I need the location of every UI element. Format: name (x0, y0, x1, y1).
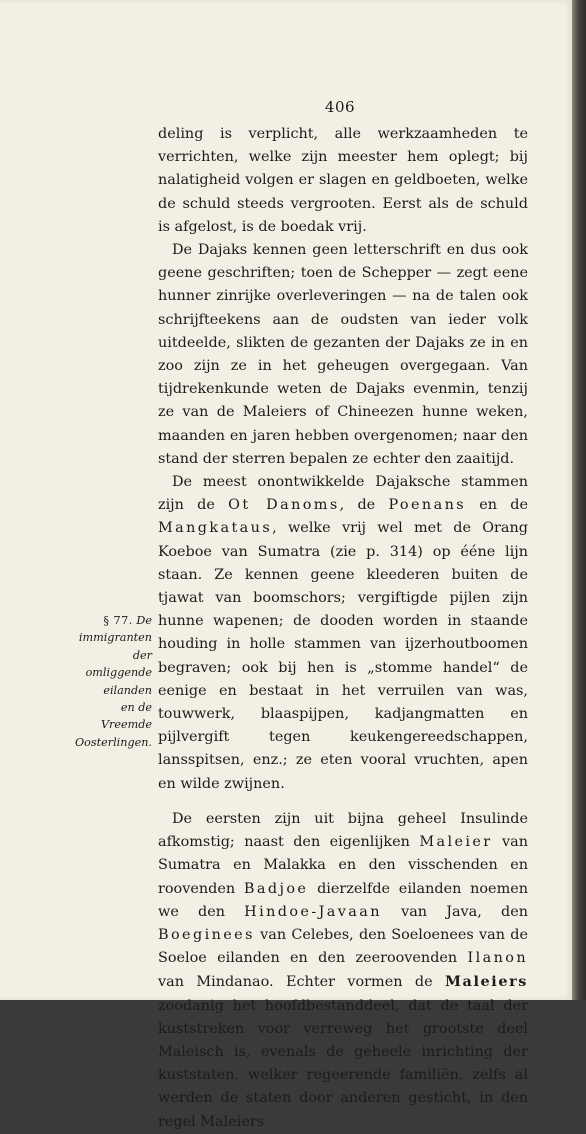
people-name: Maleier (419, 834, 493, 851)
margin-note-line: omliggende (85, 666, 152, 680)
text-run: van Java, den (401, 903, 528, 920)
section-number: § 77. (103, 614, 133, 627)
margin-note-line (66, 612, 152, 629)
margin-note-line: der (132, 648, 152, 662)
text-run: en de (479, 497, 529, 514)
text-run: , de (339, 497, 376, 514)
margin-note-line: Oosterlingen. (74, 735, 152, 749)
paragraph-4 (158, 808, 528, 1134)
margin-note-line: Vreemde (100, 718, 152, 732)
paragraph-3 (158, 471, 528, 796)
tribe-name: Ot Danoms (228, 497, 340, 514)
tribe-name: Poenans (388, 497, 467, 514)
margin-note-line: en de (120, 701, 152, 715)
page-number: 406 (324, 98, 356, 116)
margin-note-line: eilanden (103, 683, 152, 697)
text-run: van Sumatra en Malakka en den visschenden en roovenden (158, 834, 529, 897)
paragraph-2: De Dajaks kennen geen letterschrift en dus ook geene geschriften; toen de Schepper — zegt eene hunner zinrijke overleveringen — na de talen ook schrijfteekens aan de oudsten van ieder volk uitdeelde, slikten de gezanten der Dajaks ze in en zoo zijn ze in het geheugen overgegaan. Van tijdrekenkunde weten de Dajaks evenmin, tenzij ze van de Maleiers of Chineezen hunne weken, maanden en jaren hebben overgenomen; naar den stand der sterren bepalen ze echter den zaaitijd. (158, 242, 528, 467)
text-run: , welke vrij wel met de Orang Koeboe van Sumatra (zie p. 314) op ééne lijn staan. Ze kennen geene kleederen buiten de tjawat van boomschors; vergiftigde pijlen zijn hunne wapenen; de dooden worden in staande houding in holle stammen van ijzerhoutboomen begraven; ook bij hen is „stomme handel“ de eenige en bestaat in het verruilen van was, touwwerk, blaaspijpen, kadjangmatten en pijlvergift tegen keukengereedschappen, lansspitsen, enz.; ze eten vooral vruchten, apen en wilde zwijnen. (158, 520, 528, 792)
text-run: van Mindanao. Echter vormen de (158, 974, 433, 991)
margin-note-word: De (136, 614, 152, 627)
people-name-bold: Maleiers (445, 973, 528, 991)
paragraph-1: deling is verplicht, alle werkzaamheden te verrichten, welke zijn meester hem oplegt; bij nalatigheid volgen er slagen en geldboeten, welke de schuld steeds vergrooten. Eerst als de schuld is afgelost, is de boedak vrij. (158, 126, 528, 235)
text-run: De eersten zijn uit bijna geheel Insulinde afkomstig; naast den eigenlijken (158, 810, 528, 851)
text-run: van Celebes, den Soeloenees van de Soeloe eilanden en den zeeroovenden (158, 926, 528, 967)
margin-note-line: immigranten (78, 631, 152, 645)
text-run: dierzelfde eilanden noemen we den (158, 880, 529, 920)
body-text (158, 123, 528, 1134)
margin-note (66, 612, 152, 751)
tribe-name: Mangkataus (158, 520, 273, 537)
people-name: Ilanon (467, 950, 528, 967)
people-name: Badjoe (243, 880, 309, 897)
book-edge (572, 0, 586, 1000)
text-run: De meest onontwikkelde Dajaksche stammen zijn de (158, 474, 528, 514)
people-name: Boeginees (158, 926, 255, 943)
people-name: Hindoe-Javaan (244, 903, 382, 920)
text-run: zoodanig het hoofdbestanddeel, dat de taal der kuststreken voor verreweg het grootste deel Maleisch is, evenals de geheele inrichting der kuststaten, welker regeerende familiën, zelfs al werden de staten door anderen gesticht, in den regel Maleiers (158, 997, 528, 1130)
